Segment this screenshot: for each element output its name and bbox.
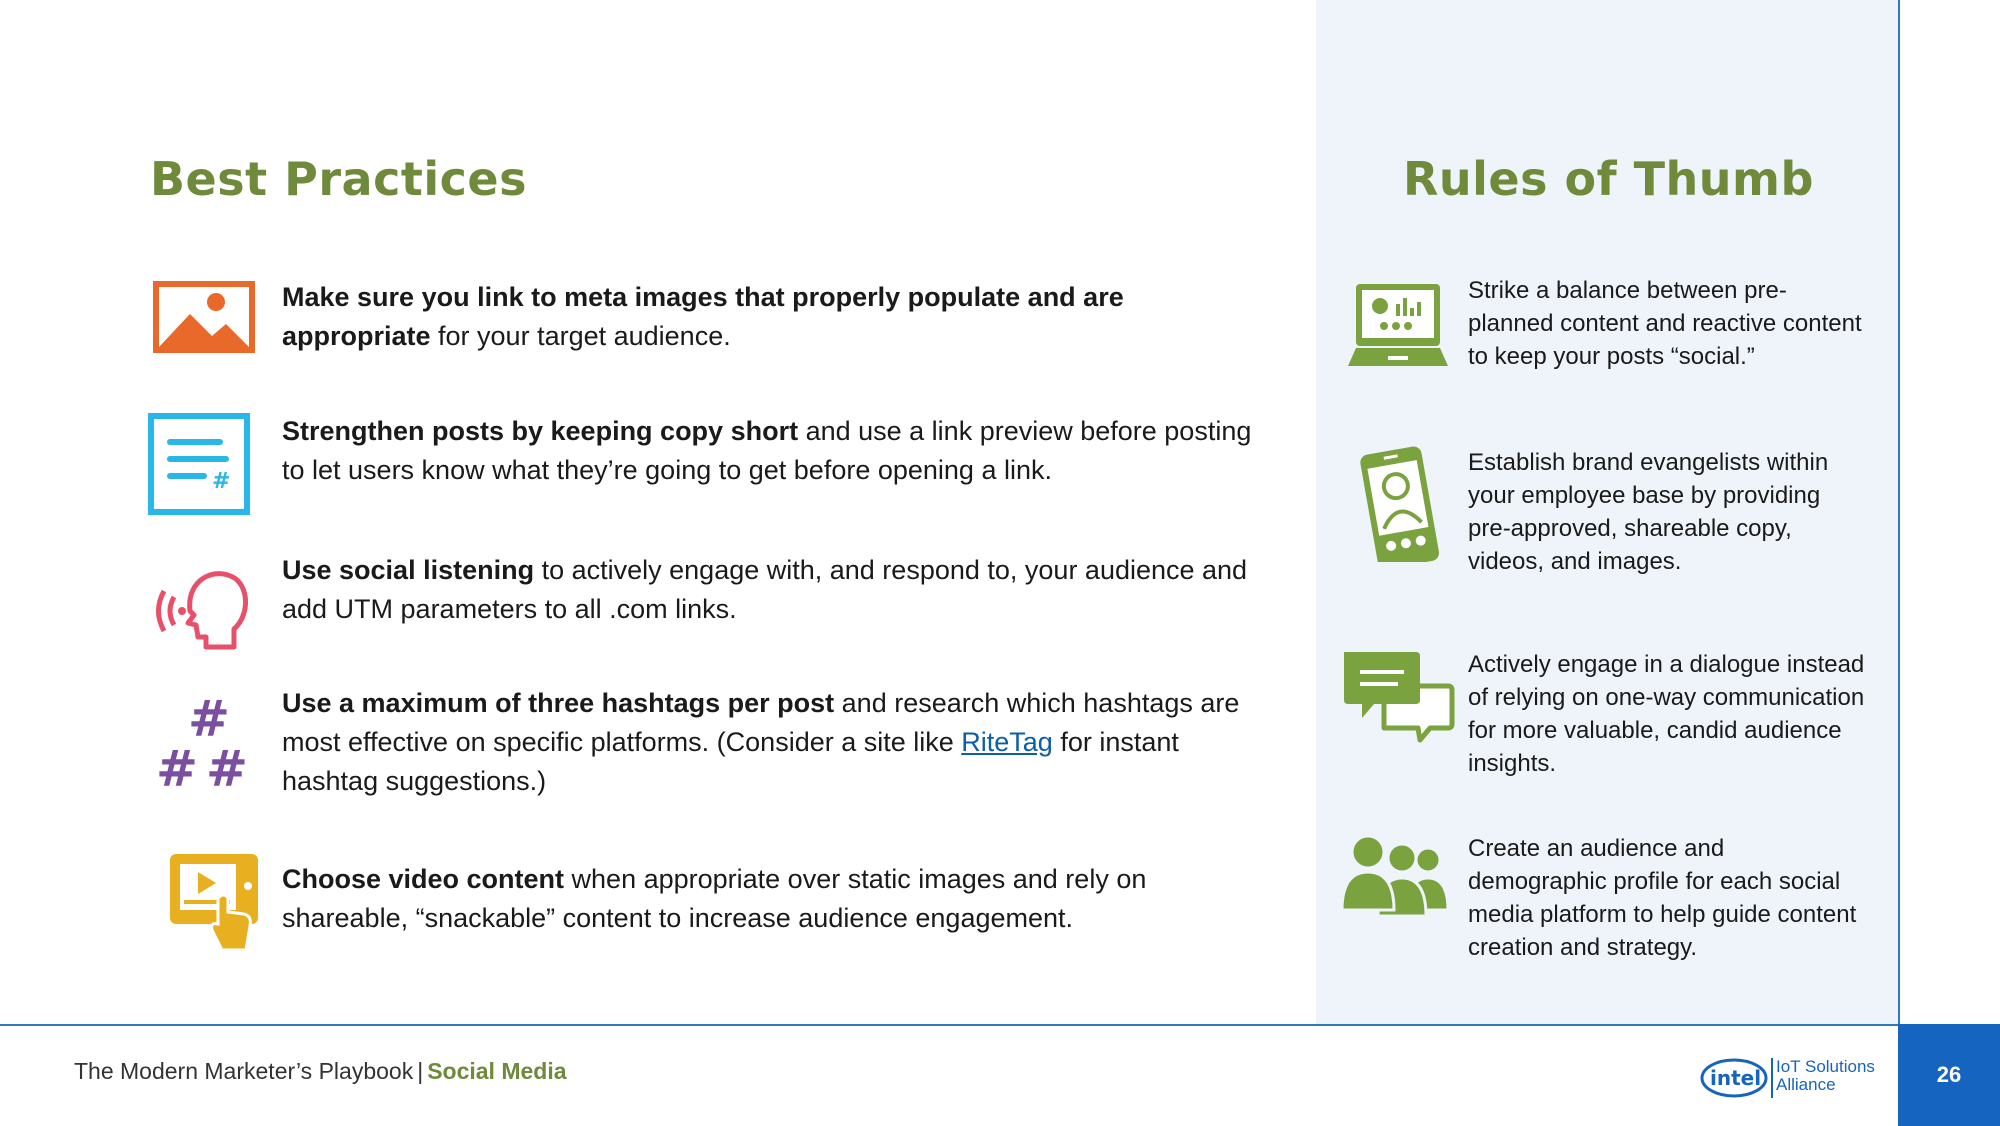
page-number-badge [1898,1024,2000,1126]
ritetag-link[interactable]: RiteTag [961,727,1053,757]
page-number: 26 [1936,1062,1962,1087]
brand-name [1776,1058,1875,1094]
laptop-dashboard-icon [1340,274,1456,390]
body-text: for your target audience. [430,321,731,351]
best-practice-text [282,278,1262,356]
footer-section: Social Media [427,1058,567,1084]
brand-name-line2: Alliance [1776,1075,1836,1094]
audience-group-icon [1340,832,1456,948]
bold-lead: Strengthen posts by keeping copy short [282,416,799,446]
svg-text:#: # [206,740,248,794]
footer-publication [74,1058,567,1085]
body-text: for instant hashtag suggestions.) [282,727,1179,796]
image-icon [150,278,260,388]
body-text: to actively engage with, and respond to, your audience and add UTM parameters to all .com links. [282,555,1248,624]
bold-lead: Choose video content [282,864,565,894]
footer-separator: | [417,1058,424,1084]
svg-text:#: # [156,740,198,794]
hashtags-icon [150,684,260,794]
best-practice-text [282,551,1262,629]
intel-logo-text: intel [1710,1066,1762,1090]
best-practices-heading: Best Practices [150,152,527,206]
rule-text: Actively engage in a dialogue instead of relying on one-way communication for more valuable, candid audience insights. [1468,651,1865,777]
bold-lead: Use social listening [282,555,535,585]
svg-text:#: # [212,469,231,494]
body-text: when appropriate over static images and rely on shareable, “snackable” content to increase audience engagement. [282,864,1147,933]
rules-of-thumb-heading: Rules of Thumb [1403,152,1814,206]
rule-text: Create an audience and demographic profile for each social media platform to help guide content creation and strategy. [1468,835,1857,961]
best-practice-text [282,412,1262,490]
body-text: and use a link preview before posting to let users know what they’re going to get before opening a link. [282,416,1252,485]
chat-bubbles-icon [1340,648,1456,764]
publication-title: The Modern Marketer’s Playbook [74,1058,414,1084]
bold-lead: Make sure you link to meta images that properly populate and are appropriate [282,282,1124,351]
svg-text:#: # [188,690,230,748]
body-text: and research which hashtags are most effective on specific platforms. (Consider a site like [282,688,1240,757]
listening-head-icon [150,551,260,661]
phone-profile-icon [1340,446,1456,562]
document-hashtag-icon [146,412,256,522]
video-touch-icon [168,852,268,952]
best-practice-text [282,684,1262,801]
rule-text: Strike a balance between pre-planned content and reactive content to keep your posts “social.” [1468,277,1862,370]
rule-text: Establish brand evangelists within your employee base by providing pre-approved, shareable copy, videos, and images. [1468,449,1829,575]
best-practice-text [282,860,1262,938]
bold-lead: Use a maximum of three hashtags per post [282,688,835,718]
footer-divider [0,1024,1898,1026]
brand-name-line1: IoT Solutions [1776,1057,1875,1076]
